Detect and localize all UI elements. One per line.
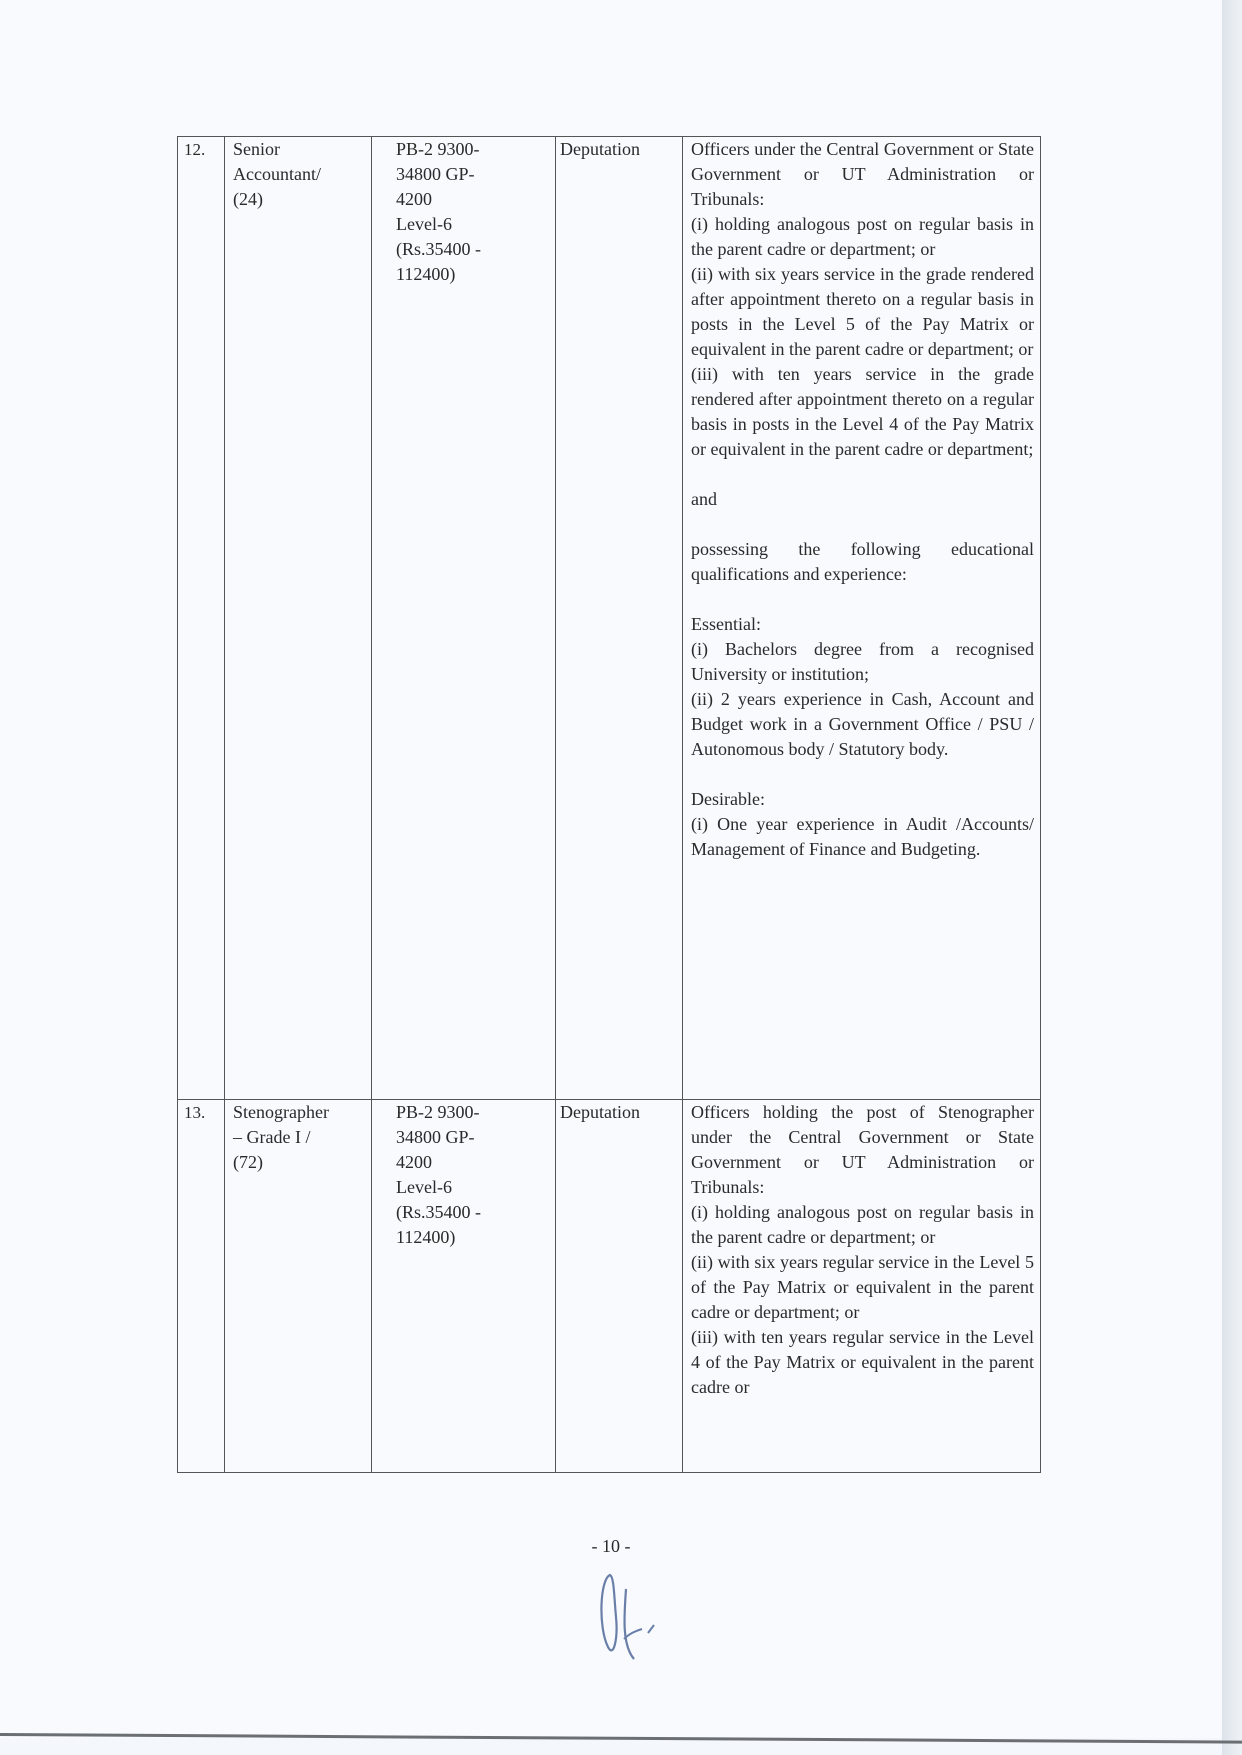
- post-name: Senior Accountant/ (24): [225, 137, 372, 1100]
- serial-number: 13.: [178, 1100, 225, 1473]
- clause: (iii) with ten years regular service in the Level 4 of the Pay Matrix or equivalent in the parent cadre or: [691, 1327, 1034, 1397]
- eligibility-criteria: [683, 1100, 1041, 1473]
- table-row: [178, 137, 1041, 1100]
- clause: (i) holding analogous post on regular basis in the parent cadre or department; or: [691, 214, 1034, 259]
- pay-scale: PB-2 9300- 34800 GP- 4200 Level-6 (Rs.35400 - 112400): [372, 137, 556, 1100]
- post-name: Stenographer – Grade I / (72): [225, 1100, 372, 1473]
- essential-item: (ii) 2 years experience in Cash, Account and Budget work in a Government Office / PSU / Autonomous body / Statutory body.: [691, 689, 1034, 759]
- qualification-intro: possessing the following educational qualifications and experience:: [691, 539, 1034, 584]
- clause: (iii) with ten years service in the grade rendered after appointment thereto on a regular basis in posts in the Level 4 of the Pay Matrix or equivalent in the parent cadre or department;: [691, 364, 1034, 459]
- recruitment-table: [177, 136, 1041, 1473]
- desirable-heading: Desirable:: [691, 789, 765, 809]
- clause: (ii) with six years service in the grade rendered after appointment thereto on a regular basis in posts in the Level 5 of the Pay Matrix or equivalent in the parent cadre or department; or: [691, 264, 1034, 359]
- serial-number: 12.: [178, 137, 225, 1100]
- connector: and: [691, 489, 717, 509]
- essential-item: (i) Bachelors degree from a recognised University or institution;: [691, 639, 1034, 684]
- eligibility-intro: Officers holding the post of Stenographer under the Central Government or State Government or UT Administration or Tribunals:: [691, 1102, 1034, 1197]
- eligibility-intro: Officers under the Central Government or State Government or UT Administration or Tribunals:: [691, 139, 1034, 209]
- page-number: - 10 -: [591, 1536, 631, 1556]
- page-edge-shadow: [1222, 0, 1242, 1755]
- table-row: [178, 1100, 1041, 1473]
- desirable-item: (i) One year experience in Audit /Accounts/ Management of Finance and Budgeting.: [691, 814, 1034, 859]
- clause: (ii) with six years regular service in the Level 5 of the Pay Matrix or equivalent in the parent cadre or department; or: [691, 1252, 1034, 1322]
- eligibility-criteria: [683, 137, 1041, 1100]
- signature-icon: [588, 1567, 658, 1667]
- pay-scale: PB-2 9300- 34800 GP- 4200 Level-6 (Rs.35400 - 112400): [372, 1100, 556, 1473]
- recruitment-method: Deputation: [556, 137, 683, 1100]
- recruitment-method: Deputation: [556, 1100, 683, 1473]
- clause: (i) holding analogous post on regular basis in the parent cadre or department; or: [691, 1202, 1034, 1247]
- essential-heading: Essential:: [691, 614, 761, 634]
